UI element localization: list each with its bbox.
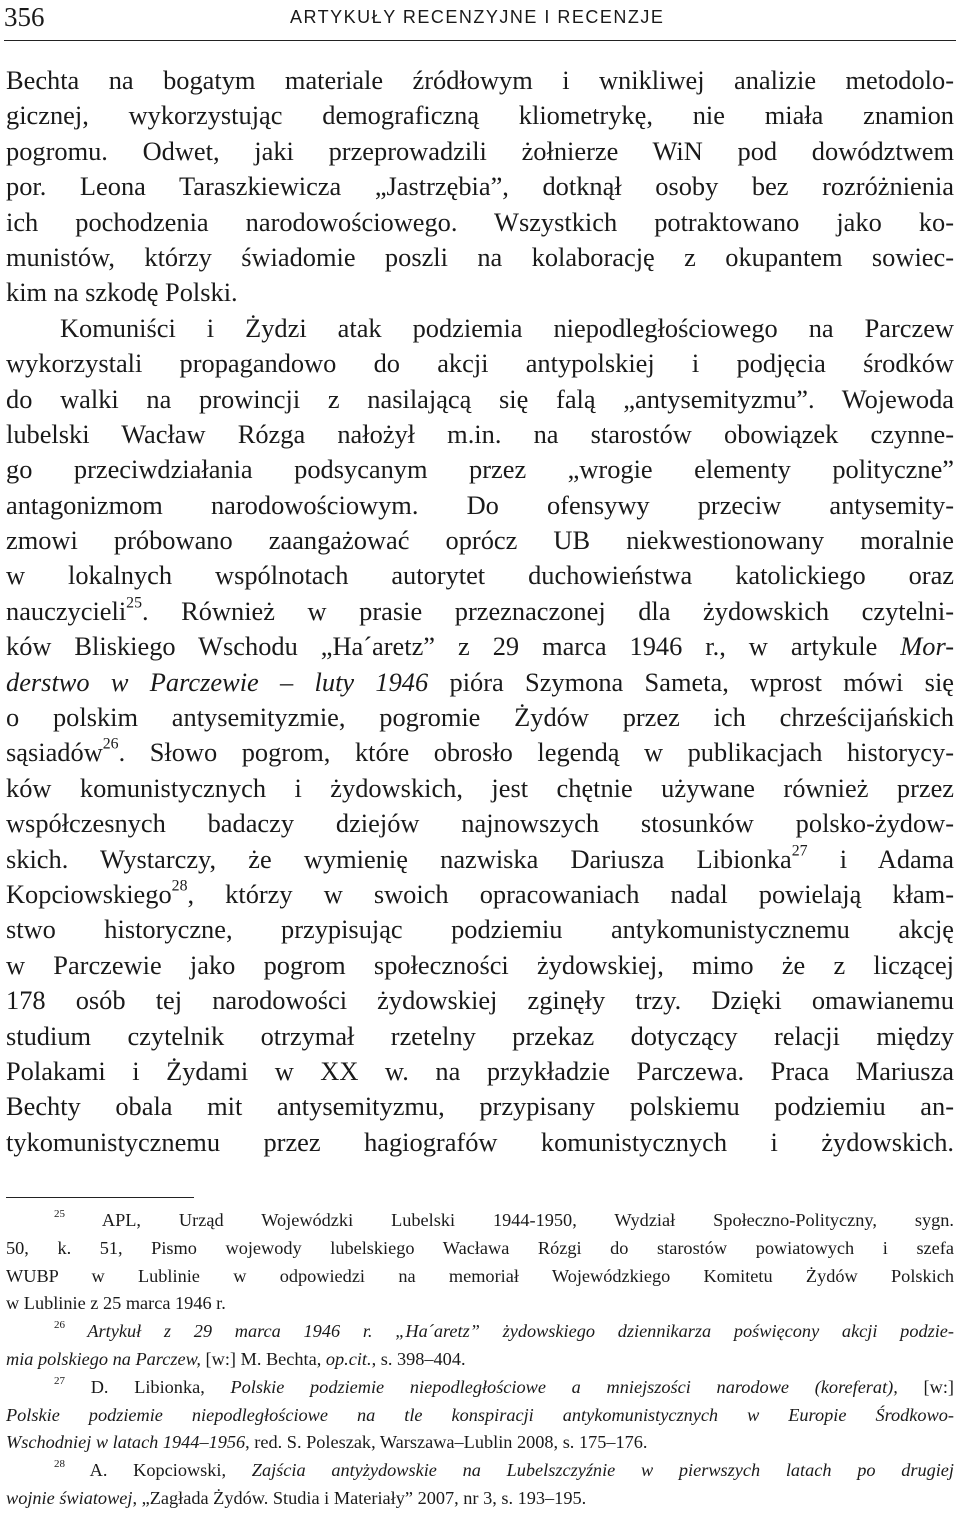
body-line [6,452,954,487]
text-run: pióra Szymona Sameta, wprost mówi się [428,666,955,697]
text-run: nauczycieli [6,595,127,626]
running-title: ARTYKUŁY RECENZYJNE I RECENZJE [290,7,665,27]
body-line [6,63,954,98]
footnote-line [6,1485,954,1513]
body-line [6,558,954,593]
italic-text: wojnie światowej [6,1487,133,1508]
italic-text: Artykuł z 29 marca 1946 r. „Ha´aretz” żydowskiego dziennikarza poświęcony akcji podzie- [64,1321,954,1342]
body-line [6,806,954,841]
body-line [6,665,954,700]
text-run: , którzy w swoich opracowaniach nadal powielają kłam- [187,878,954,909]
text-run: A. Kopciowski, [64,1460,252,1481]
text-run: Bechta na bogatym materiale źródłowym i wnikliwej analizie metodolo- [6,65,954,95]
text-run: studium czytelnik otrzymał rzetelny przekaz dotyczący relacji między [6,1020,954,1051]
body-line [6,98,954,133]
body-line [6,1019,954,1054]
body-text [6,63,954,1160]
body-line [6,629,954,664]
body-line [6,1054,954,1089]
italic-text: derstwo w Parczewie – luty 1946 [6,666,429,697]
text-run: w Lublinie z 25 marca 1946 r. [6,1293,226,1314]
italic-text: op.cit. [325,1348,372,1369]
italic-text: Zajścia antyżydowskie na Lubelszczyźnie w pierwszych latach po drugiej [251,1460,955,1481]
body-line [6,1125,954,1160]
text-run: , „Zagłada Żydów. Studia i Materiały” 2007, nr 3, s. 193–195. [132,1487,587,1508]
text-run: , s. 398–404. [371,1348,466,1369]
text-run: współczesnych badaczy dziejów najnowszych stosunków polsko-żydow- [6,808,954,839]
text-run: stwo historyczne, przypisując podziemiu antykomunistycznemu akcję [6,914,954,945]
italic-text: Polskie podziemie niepodległościowe a mniejszości narodowe (koreferat), [230,1376,898,1397]
footnote-marker: 25 [126,594,142,612]
body-line [6,311,954,346]
footnote-marker: 26 [102,735,119,753]
text-run: D. Libionka, [64,1376,231,1397]
text-run: . Słowo pogrom, które obrosło legendą w publikacjach historycy- [118,737,954,768]
footnote-line [6,1346,954,1374]
text-run: ków Bliskiego Wschodu „Ha´aretz” z 29 marca 1946 r., w artykule [6,631,901,662]
text-run: , red. S. Poleszak, Warszawa–Lublin 2008, s. 175–176. [245,1432,648,1453]
footnote-line [6,1263,954,1291]
text-run: sąsiadów [6,737,103,768]
text-run: ków komunistycznych i żydowskich, jest chętnie używane również przez [6,772,954,803]
body-line [6,488,954,523]
body-line [6,735,954,770]
body-line [6,1089,954,1124]
text-run: go przeciwdziałania podsycanym przez „wrogie elementy polityczne” [6,454,954,485]
text-run: w lokalnych wspólnotach autorytet duchowieństwa katolickiego oraz [6,560,954,591]
footnote-marker: 26 [54,1319,65,1332]
body-line [6,948,954,983]
text-run: 178 osób tej narodowości żydowskiej zginęły trzy. Dzięki omawianemu [6,985,954,1016]
footnote-line [6,1318,954,1346]
footnote-line [6,1235,954,1263]
body-line [6,771,954,806]
footnote-line [6,1429,954,1457]
italic-text: Polskie podziemie niepodległościowe na tle konspiracji antykomunistycznych w Europie Środkowo- [6,1404,954,1425]
footnote-marker: 28 [171,877,188,895]
body-line [6,523,954,558]
text-run: do walki na prowincji z nasilającą się falą „antysemityzmu”. Wojewoda [6,383,954,414]
body-line [6,983,954,1018]
text-run: ich pochodzenia narodowościowego. Wszystkich potraktowano jako ko- [6,206,954,237]
italic-text: mia polskiego na Parczew, [6,1348,201,1369]
text-run: [w:] M. Bechta, [200,1348,326,1369]
footnote-line [6,1290,954,1318]
text-run: antagonizmom narodowościowym. Do ofensywy przeciw antysemity- [6,489,954,520]
footnote-marker: 25 [54,1208,65,1221]
page-header [4,2,956,36]
body-line [6,877,954,912]
footnote-marker: 27 [791,841,808,859]
text-run: skich. Wystarczy, że wymienię nazwiska Dariusza Libionka [6,843,792,874]
footnote-line [6,1374,954,1402]
text-run: por. Leona Taraszkiewicza „Jastrzębia”, dotknął osoby bez rozróżnienia [6,171,954,202]
text-run: lubelski Wacław Rózga nałożył m.in. na starostów obowiązek czynne- [6,418,954,449]
text-run: 50, k. 51, Pismo wojewody lubelskiego Wacława Rózgi do starostów powiatowych i szefa [6,1237,954,1258]
text-run: APL, Urząd Wojewódzki Lubelski 1944-1950, Wydział Społeczno-Polityczny, sygn. [64,1210,954,1230]
body-line [6,134,954,169]
body-line [6,169,954,204]
text-run: munistów, którzy świadomie poszli na kolaborację z okupantem sowiec- [6,241,954,272]
footnote-line [6,1457,954,1485]
text-run: Polakami i Żydami w XX w. na przykładzie Parczewa. Praca Mariusza [6,1055,954,1086]
text-run: WUBP w Lublinie w odpowiedzi na memoriał Wojewódzkiego Komitetu Żydów Polskich [6,1265,954,1286]
text-run: Komuniści i Żydzi atak podziemia niepodległościowego na Parczew [60,312,954,343]
footnote-line [6,1207,954,1235]
body-line [6,594,954,629]
body-line [6,240,954,275]
header-rule [4,40,956,41]
text-run: [w:] [897,1376,954,1397]
text-run: w Parczewie jako pogrom społeczności żydowskiej, mimo że z liczącej [6,949,954,980]
body-line [6,417,954,452]
text-run: Bechty obala mit antysemityzmu, przypisany polskiemu podziemiu an- [6,1091,954,1122]
text-run: zmowi próbowano zaangażować oprócz UB niekwestionowany moralnie [6,525,954,556]
text-run: pogromu. Odwet, jaki przeprowadzili żołnierze WiN pod dowództwem [6,135,954,166]
footnotes [6,1207,954,1513]
footnote-line [6,1402,954,1430]
text-run: kim na szkodę Polski. [6,277,238,308]
body-line [6,912,954,947]
text-run: . Również w prasie przeznaczonej dla żydowskich czytelni- [141,595,954,626]
text-run: wykorzystali propagandowo do akcji antypolskiej i podjęcia środków [6,348,954,379]
text-run: i Adama [807,843,955,874]
page-number: 356 [4,2,45,32]
text-run: o polskim antysemityzmie, pogromie Żydów przez ich chrześcijańskich [6,702,954,733]
footnote-marker: 28 [54,1458,65,1471]
footnote-separator [6,1197,194,1198]
text-run: tykomunistycznemu przez hagiografów komunistycznych i żydowskich. [6,1126,954,1157]
body-line [6,346,954,381]
text-run: Kopciowskiego [6,878,172,909]
italic-text: Mor- [900,631,954,662]
body-line [6,275,954,310]
italic-text: Wschodniej w latach 1944–1956 [6,1432,246,1453]
text-run: gicznej, wykorzystując demograficzną kliometrykę, nie miała znamion [6,100,954,131]
body-line [6,382,954,417]
body-line [6,205,954,240]
body-line [6,842,954,877]
body-line [6,700,954,735]
footnote-marker: 27 [54,1375,65,1387]
